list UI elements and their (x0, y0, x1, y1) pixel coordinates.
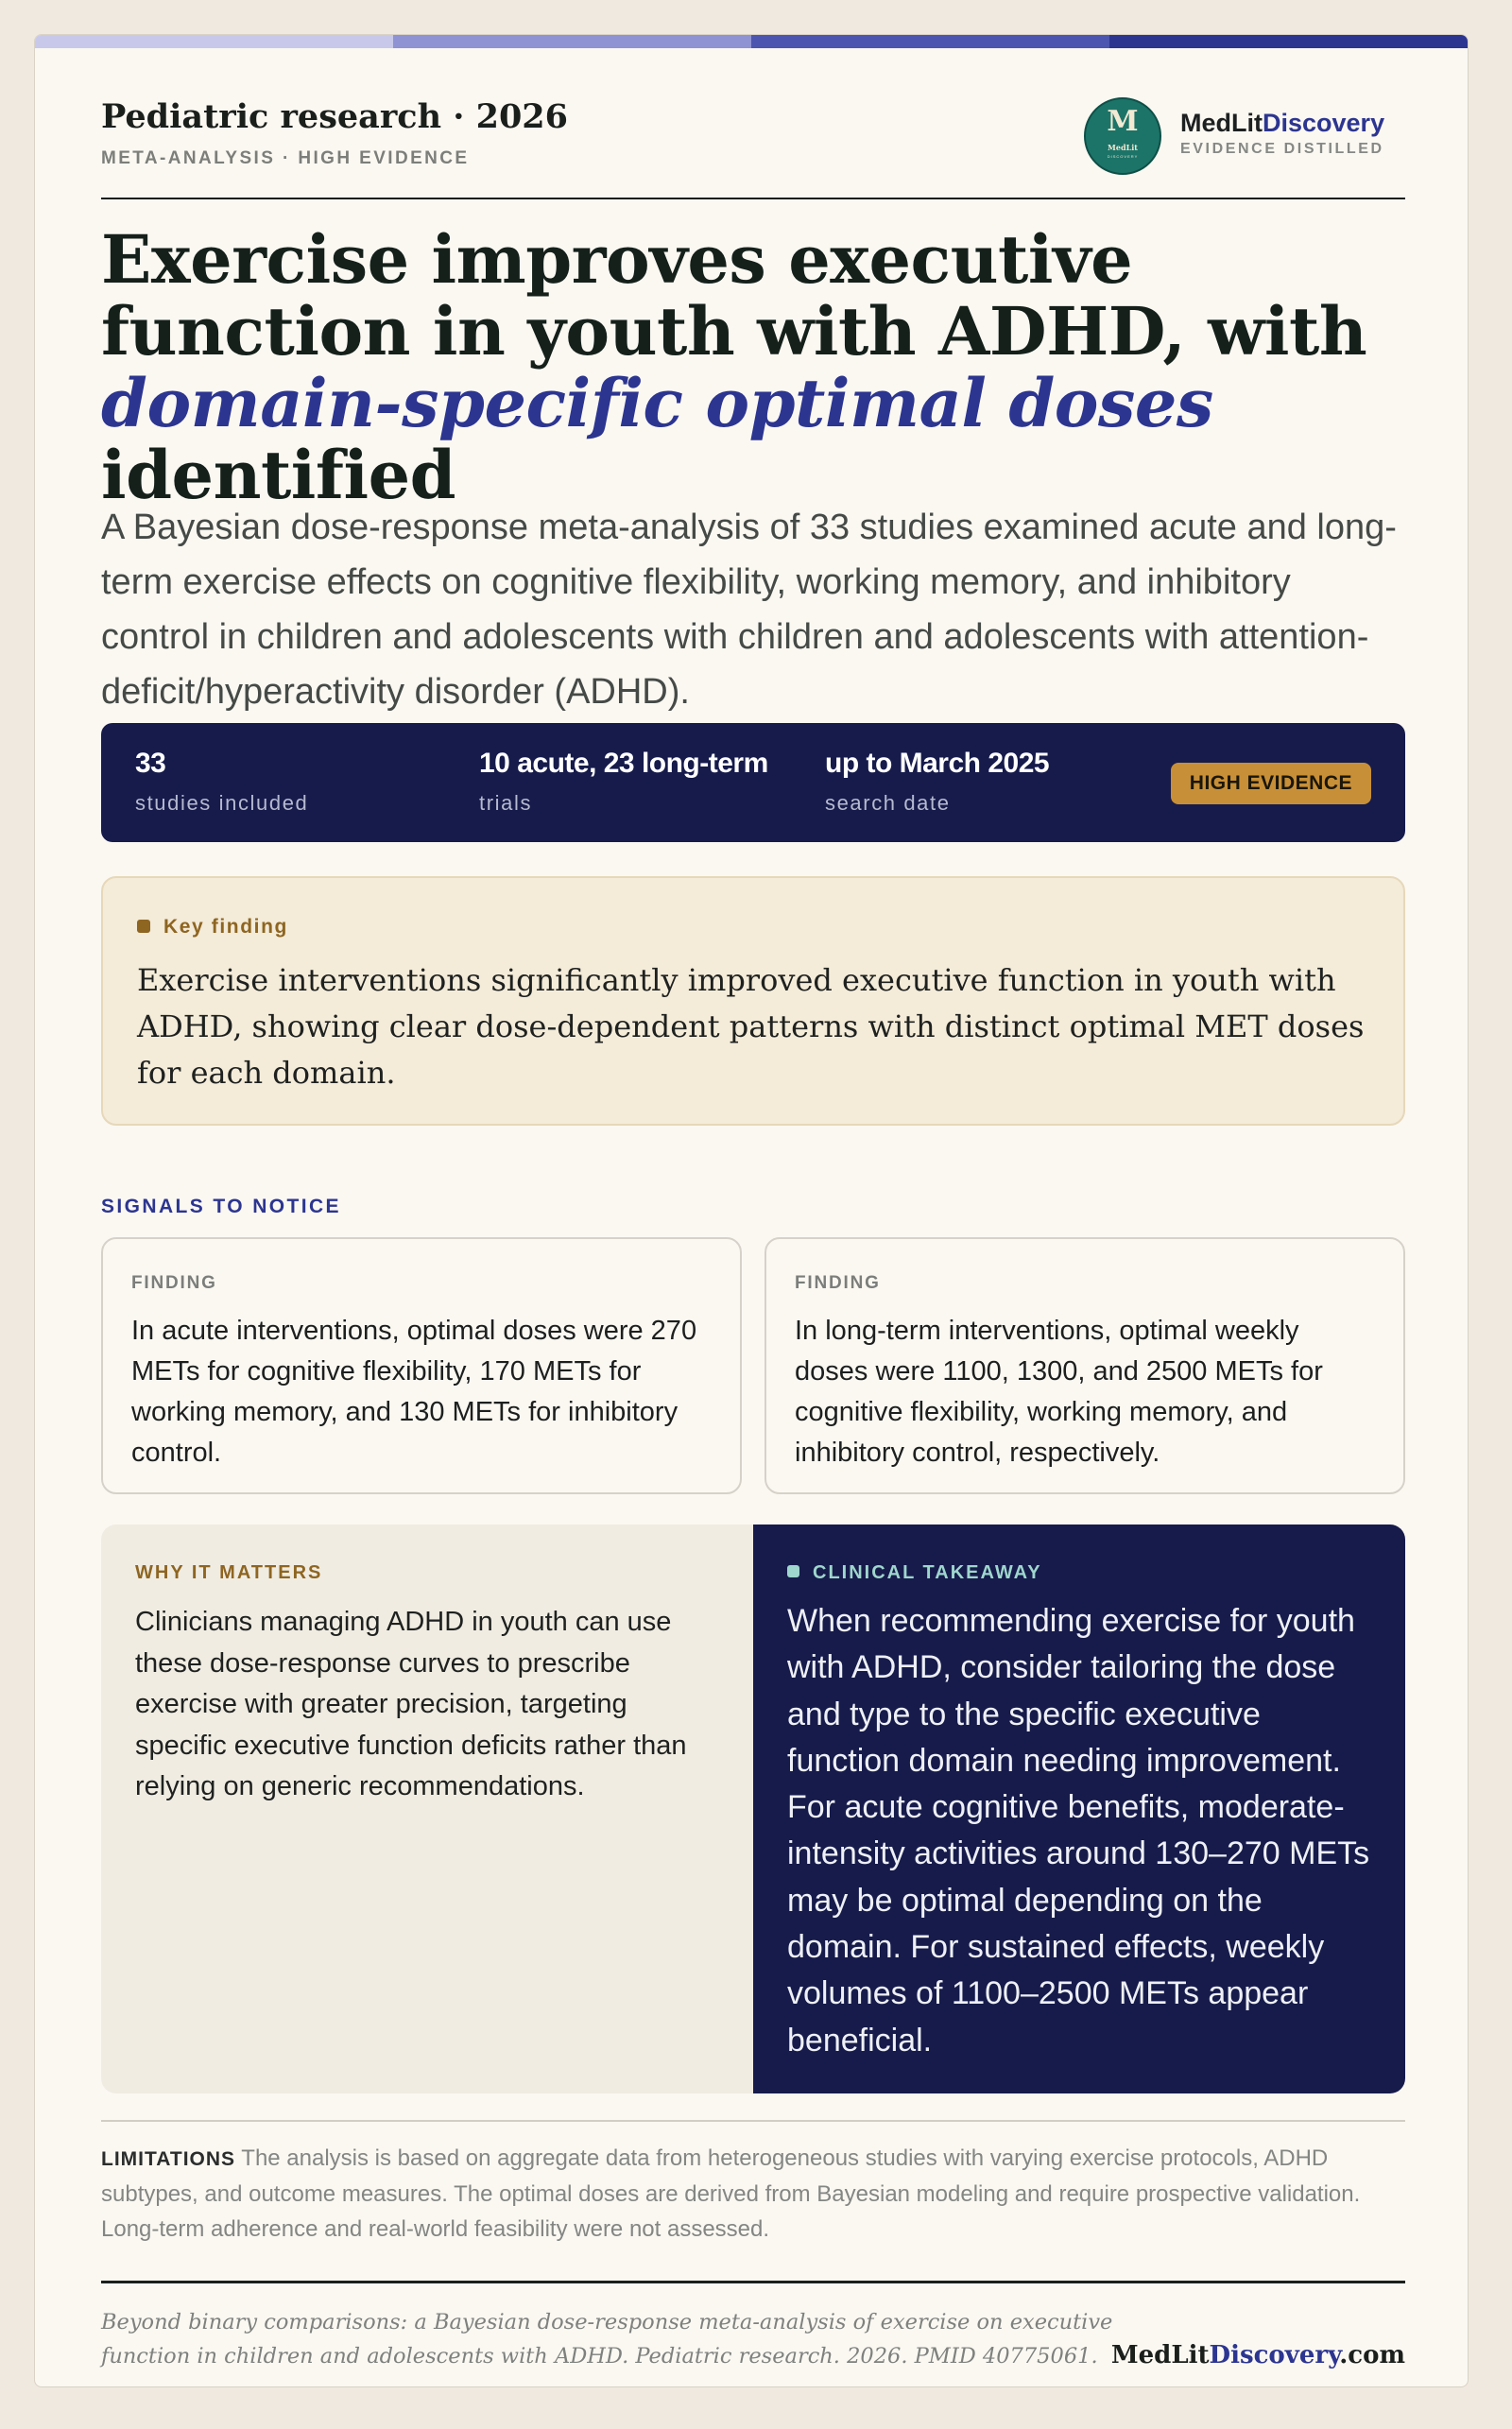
finding-label: FINDING (795, 1273, 881, 1293)
headline-part1: Exercise improves executive function in youth with ADHD, with (101, 220, 1367, 370)
site-part1: MedLit (1110, 2341, 1210, 2369)
top-bar-segment-1 (35, 35, 393, 48)
why-it-matters-panel (101, 1525, 753, 2093)
stats-bar (101, 723, 1405, 842)
clinical-takeaway-label-text: CLINICAL TAKEAWAY (813, 1562, 1042, 1583)
citation: Beyond binary comparisons: a Bayesian dose-response meta-analysis of exercise on executive function in children and adolescents with ADHD. Pediatric research. 2026. PMID 40775061. (101, 2310, 1113, 2369)
square-bullet-icon (787, 1565, 799, 1577)
logo-subtext: DISCOVERY (1107, 154, 1139, 159)
logo-letter: M (1107, 105, 1139, 138)
clinical-takeaway-label (787, 1562, 1042, 1584)
stat-studies (135, 748, 308, 816)
stat-label: trials (479, 791, 533, 815)
journal-subtitle: META-ANALYSIS · HIGH EVIDENCE (101, 148, 470, 168)
finding-text: In acute interventions, optimal doses were 270 METs for cognitive flexibility, 170 METs for working memory, and 130 METs for inhibitory control. (131, 1316, 697, 1468)
brand-name-part1: MedLit (1180, 109, 1263, 137)
finding-card-long-term (765, 1237, 1405, 1494)
clinical-takeaway-panel (753, 1525, 1405, 2093)
top-bar-segment-3 (751, 35, 1109, 48)
square-bullet-icon (137, 920, 150, 933)
brand-name (1180, 109, 1384, 138)
headline (101, 220, 1405, 514)
evidence-badge: HIGH EVIDENCE (1171, 763, 1371, 804)
key-finding-label-text: Key finding (163, 916, 288, 938)
key-finding-box (101, 876, 1405, 1126)
brand-block[interactable] (1084, 97, 1405, 179)
top-color-bar (35, 35, 1468, 48)
brand-name-part2: Discovery (1263, 109, 1385, 137)
site-part3: .com (1339, 2341, 1405, 2369)
stat-label: studies included (135, 791, 309, 815)
top-bar-segment-2 (393, 35, 751, 48)
finding-text: In long-term interventions, optimal weekly doses were 1100, 1300, and 2500 METs for cognitive flexibility, working memory, and inhibitory control, respectively. (795, 1316, 1323, 1468)
summary-card (34, 34, 1469, 2387)
stat-trials (479, 748, 768, 816)
headline-highlight: domain-specific optimal doses (101, 364, 1213, 442)
site-part2: Discovery (1209, 2341, 1340, 2369)
stat-search-date (825, 748, 1049, 816)
signals-heading: SIGNALS TO NOTICE (101, 1196, 341, 1217)
stat-value: 33 (135, 748, 166, 779)
key-finding-text: Exercise interventions significantly improved executive function in youth with ADHD, showing clear dose-dependent patterns with distinct optimal MET doses for each domain. (137, 962, 1365, 1091)
stat-value: 10 acute, 23 long-term (479, 748, 768, 779)
bottom-panels (101, 1525, 1405, 2093)
limitations-text: The analysis is based on aggregate data from heterogeneous studies with varying exercise protocols, ADHD subtypes, and outcome measures. The optimal doses are derived from Bayesian modeling and require prospective validation. Long-term adherence and real-world feasibility were not assessed. (101, 2145, 1361, 2242)
top-bar-segment-4 (1109, 35, 1468, 48)
journal-title: Pediatric research · 2026 (101, 97, 569, 136)
clinical-takeaway-text: When recommending exercise for youth with ADHD, consider tailoring the dose and type to the specific executive function domain needing improvement. For acute cognitive benefits, moderate-intensity activities around 130–270 METs may be optimal depending on the domain. For sustained effects, weekly volumes of 1100–2500 METs appear beneficial. (787, 1603, 1370, 2059)
header-divider (101, 198, 1405, 199)
stat-value: up to March 2025 (825, 748, 1050, 779)
headline-part2: identified (101, 436, 456, 514)
limitations (101, 2141, 1405, 2247)
header (101, 97, 1405, 173)
finding-card-acute (101, 1237, 742, 1494)
why-it-matters-label: WHY IT MATTERS (135, 1562, 323, 1583)
limitations-label: LIMITATIONS (101, 2148, 236, 2170)
logo-text: MedLit (1108, 143, 1138, 152)
finding-label: FINDING (131, 1273, 217, 1293)
footer-divider (101, 2281, 1405, 2283)
summary-dek: A Bayesian dose-response meta-analysis of 33 studies examined acute and long-term exercise effects on cognitive flexibility, working memory, and inhibitory control in children and adolescents with children and adolescents with attention-deficit/hyperactivity disorder (ADHD). (101, 508, 1397, 712)
limitations-divider (101, 2120, 1405, 2122)
key-finding-label (137, 916, 288, 939)
stat-label: search date (825, 791, 951, 815)
site-link[interactable] (1111, 2341, 1405, 2369)
why-it-matters-text: Clinicians managing ADHD in youth can use these dose-response curves to prescribe exercise with greater precision, targeting specific executive function deficits rather than relying on generic recommendations. (135, 1607, 687, 1801)
brand-logo-icon (1084, 97, 1161, 175)
brand-tagline: EVIDENCE DISTILLED (1180, 141, 1384, 157)
